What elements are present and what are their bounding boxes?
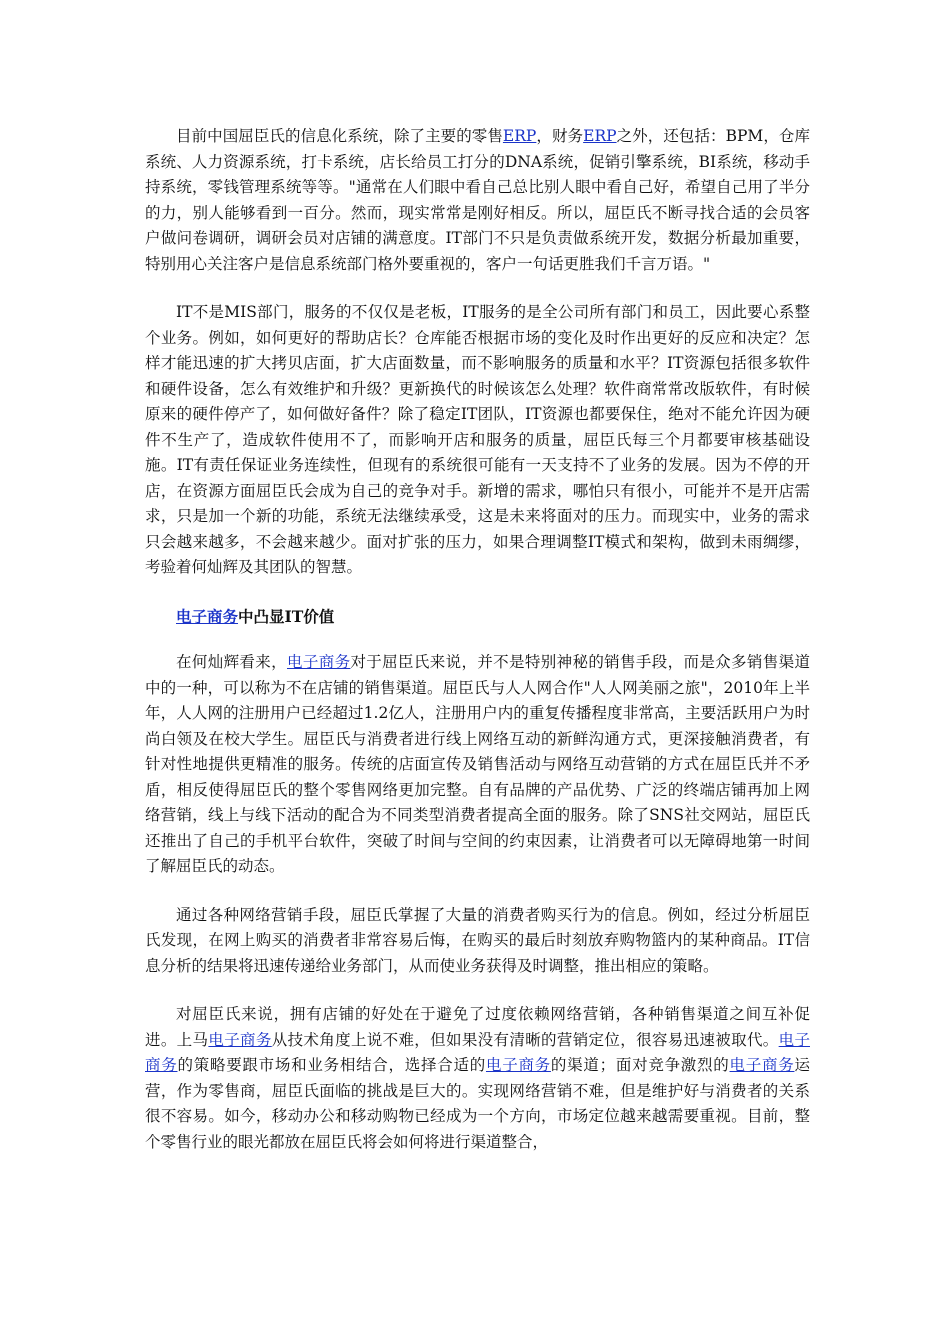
- text-run: 运营，作为零售商，屈臣氏面临的挑战是巨大的。实现网络营销不难，但是维护好与消费者的关系很不容易。如今，移动办公和移动购物已经成为一个方向，市场定位越来越需要重视。目前，整个零售行业的眼光都放在屈臣氏将会如何将进行渠道整合，: [145, 1056, 810, 1151]
- paragraph-it-systems: [145, 124, 810, 277]
- paragraph-consumer-data: [145, 903, 810, 980]
- text-run: IT不是MIS部门，服务的不仅仅是老板，IT服务的是全公司所有部门和员工，因此要心系整个业务。例如，如何更好的帮助店长？仓库能否根据市场的变化及时作出更好的反应和决定？怎样才能迅速的扩大拷贝店面，扩大店面数量，而不影响服务的质量和水平？IT资源包括很多软件和硬件设备，怎么有效维护和升级？更新换代的时候该怎么处理？软件商常常改版软件，有时候原来的硬件停产了，如何做好备件？除了稳定IT团队，IT资源也都要保住，绝对不能允许因为硬件不生产了，造成软件使用不了，而影响开店和服务的质量，屈臣氏每三个月都要审核基础设施。IT有责任保证业务连续性，但现有的系统很可能有一天支持不了业务的发展。因为不停的开店，在资源方面屈臣氏会成为自己的竞争对手。新增的需求，哪怕只有很小，可能并不是开店需求，只是加一个新的功能，系统无法继续承受，这是未来将面对的压力。而现实中，业务的需求只会越来越多，不会越来越少。面对扩张的压力，如果合理调整IT模式和架构，做到未雨绸缪，考验着何灿辉及其团队的智慧。: [145, 303, 810, 576]
- text-run: 的渠道；面对竞争激烈的: [550, 1056, 730, 1074]
- ecommerce-link[interactable]: 电子商务: [729, 1056, 795, 1074]
- paragraph-it-service: [145, 300, 810, 581]
- text-run: 目前中国屈臣氏的信息化系统，除了主要的零售: [176, 127, 503, 145]
- text-run: 在何灿辉看来，: [176, 653, 288, 671]
- text-run: ，财务: [536, 127, 584, 145]
- erp-link[interactable]: ERP: [583, 127, 617, 145]
- text-run: 通过各种网络营销手段，屈臣氏掌握了大量的消费者购买行为的信息。例如，经过分析屈臣氏发现，在网上购买的消费者非常容易后悔，在购买的最后时刻放弃购物篮内的某种商品。IT信息分析的结果将迅速传递给业务部门，从而使业务获得及时调整，推出相应的策略。: [145, 905, 810, 975]
- ecommerce-link[interactable]: 电子商务: [208, 1030, 272, 1049]
- text-run: 中凸显IT价值: [238, 606, 335, 626]
- erp-link[interactable]: ERP: [502, 127, 537, 145]
- ecommerce-link[interactable]: 电子商务: [287, 653, 351, 671]
- paragraph-ecommerce-channel: [145, 650, 810, 880]
- document-page: [145, 124, 810, 1178]
- ecommerce-link[interactable]: 电子商务: [485, 1056, 551, 1074]
- ecommerce-link[interactable]: 电子商务: [145, 1030, 810, 1074]
- text-run: 之外，还包括：BPM，仓库系统、人力资源系统，打卡系统，店长给员工打分的DNA系统，促销引擎系统，BI系统，移动手持系统，零钱管理系统等等。"通常在人们眼中看自己总比别人眼中看自己好，希望自己用了半分的力，别人能够看到一百分。然而，现实常常是刚好相反。所以，屈臣氏不断寻找合适的会员客户做问卷调研，调研会员对店铺的满意度。IT部门不只是负责做系统开发，数据分析最加重要，特别用心关注客户是信息系统部门格外要重视的，客户一句话更胜我们千言万语。": [145, 127, 810, 273]
- section-heading-ecommerce: [145, 604, 810, 630]
- paragraph-store-advantage: [145, 1002, 810, 1155]
- text-run: 对于屈臣氏来说，并不是特别神秘的销售手段，而是众多销售渠道中的一种，可以称为不在店铺的销售渠道。屈臣氏与人人网合作"人人网美丽之旅"，2010年上半年，人人网的注册用户已经超过1.2亿人，注册用户内的重复传播程度非常高，主要活跃用户为时尚白领及在校大学生。屈臣氏与消费者进行线上网络互动的新鲜沟通方式，更深接触消费者，有针对性地提供更精准的服务。传统的店面宣传及销售活动与网络互动营销的方式在屈臣氏并不矛盾，相反使得屈臣氏的整个零售网络更加完整。自有品牌的产品优势、广泛的终端店铺再加上网络营销，线上与线下活动的配合为不同类型消费者提高全面的服务。除了SNS社交网站，屈臣氏还推出了自己的手机平台软件，突破了时间与空间的约束因素，让消费者可以无障碍地第一时间了解屈臣氏的动态。: [145, 653, 810, 875]
- text-run: 对屈臣氏来说，拥有店铺的好处在于避免了过度依赖网络营销，各种销售渠道之间互补促进。上马: [145, 1005, 810, 1049]
- text-run: 从技术角度上说不难，但如果没有清晰的营销定位，很容易迅速被取代。: [271, 1030, 779, 1049]
- text-run: 的策略要跟市场和业务相结合，选择合适的: [177, 1056, 486, 1074]
- ecommerce-link[interactable]: 电子商务: [176, 606, 239, 626]
